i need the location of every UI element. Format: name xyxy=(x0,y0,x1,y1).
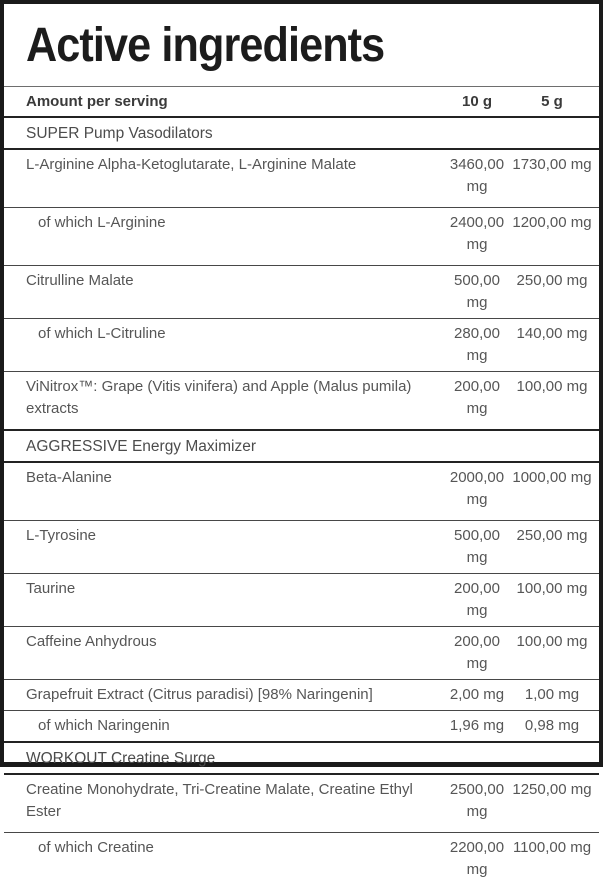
page-title-text: Active ingredients xyxy=(26,19,385,72)
ingredient-name: L-Arginine Alpha-Ketoglutarate, L-Arginine Malate xyxy=(26,156,357,173)
page-title xyxy=(4,4,599,86)
amount-10g: 2400,00 mg xyxy=(449,214,505,253)
amount-10g: 1,96 mg xyxy=(449,717,505,734)
table-row xyxy=(4,573,599,626)
table-header xyxy=(4,86,599,116)
ingredient-name: Creatine Monohydrate, Tri-Creatine Malate, Creatine Ethyl Ester xyxy=(26,781,413,820)
ingredient-name: Grapefruit Extract (Citrus paradisi) [98% Naringenin] xyxy=(26,686,373,703)
section-header: WORKOUT Creatine Surge xyxy=(4,741,599,775)
ingredient-name: Citrulline Malate xyxy=(26,272,134,289)
table-row xyxy=(4,520,599,573)
amount-5g: 250,00 mg xyxy=(516,272,588,289)
amount-10g: 3460,00 mg xyxy=(449,156,505,195)
section-workout-creatine xyxy=(4,741,599,890)
amount-10g: 500,00 mg xyxy=(454,527,500,566)
table-row xyxy=(4,626,599,679)
amount-10g: 2000,00 mg xyxy=(449,469,505,508)
amount-10g: 500,00 mg xyxy=(454,272,500,311)
amount-5g: 1000,00 mg xyxy=(512,469,592,486)
amount-5g: 1100,00 mg xyxy=(512,839,592,856)
ingredient-name: Taurine xyxy=(26,580,76,597)
amount-10g: 280,00 mg xyxy=(454,325,500,364)
ingredient-name: of which Naringenin xyxy=(38,717,170,734)
ingredient-name: of which L-Arginine xyxy=(38,214,166,231)
column-header-10g: 10 g xyxy=(461,93,492,110)
amount-10g: 2500,00 mg xyxy=(449,781,505,820)
ingredient-name: L-Tyrosine xyxy=(26,527,97,544)
ingredient-name: of which Creatine xyxy=(38,839,154,856)
table-row xyxy=(4,710,599,741)
section-header: SUPER Pump Vasodilators xyxy=(4,116,599,150)
table-row xyxy=(4,679,599,710)
amount-5g: 0,98 mg xyxy=(524,717,580,734)
ingredient-name: Beta-Alanine xyxy=(26,469,112,486)
ingredient-name: Caffeine Anhydrous xyxy=(26,633,157,650)
amount-10g: 200,00 mg xyxy=(454,378,500,417)
table-row xyxy=(4,318,599,371)
amount-5g: 1200,00 mg xyxy=(512,214,592,231)
column-header-5g: 5 g xyxy=(541,93,563,110)
ingredient-name: ViNitrox™: Grape (Vitis vinifera) and Apple (Malus pumila) extracts xyxy=(26,378,412,417)
amount-5g: 100,00 mg xyxy=(516,633,588,650)
table-row xyxy=(4,207,599,265)
table-row xyxy=(4,150,599,207)
amount-5g: 1730,00 mg xyxy=(512,156,592,173)
amount-5g: 250,00 mg xyxy=(516,527,588,544)
table-row xyxy=(4,265,599,318)
amount-5g: 100,00 mg xyxy=(516,580,588,597)
amount-10g: 200,00 mg xyxy=(454,580,500,619)
amount-5g: 1,00 mg xyxy=(524,686,580,703)
table-row xyxy=(4,832,599,890)
section-aggressive-energy xyxy=(4,429,599,741)
amount-10g: 2,00 mg xyxy=(449,686,505,703)
amount-10g: 200,00 mg xyxy=(454,633,500,672)
table-row xyxy=(4,775,599,832)
section-super-pump xyxy=(4,116,599,429)
amount-5g: 1250,00 mg xyxy=(512,781,592,798)
amount-5g: 140,00 mg xyxy=(516,325,588,342)
table-row xyxy=(4,371,599,429)
column-header-amount: Amount per serving xyxy=(26,93,168,110)
section-header: AGGRESSIVE Energy Maximizer xyxy=(4,429,599,463)
amount-5g: 100,00 mg xyxy=(516,378,588,395)
table-row xyxy=(4,463,599,520)
ingredient-name: of which L-Citruline xyxy=(38,325,166,342)
amount-10g: 2200,00 mg xyxy=(449,839,505,878)
